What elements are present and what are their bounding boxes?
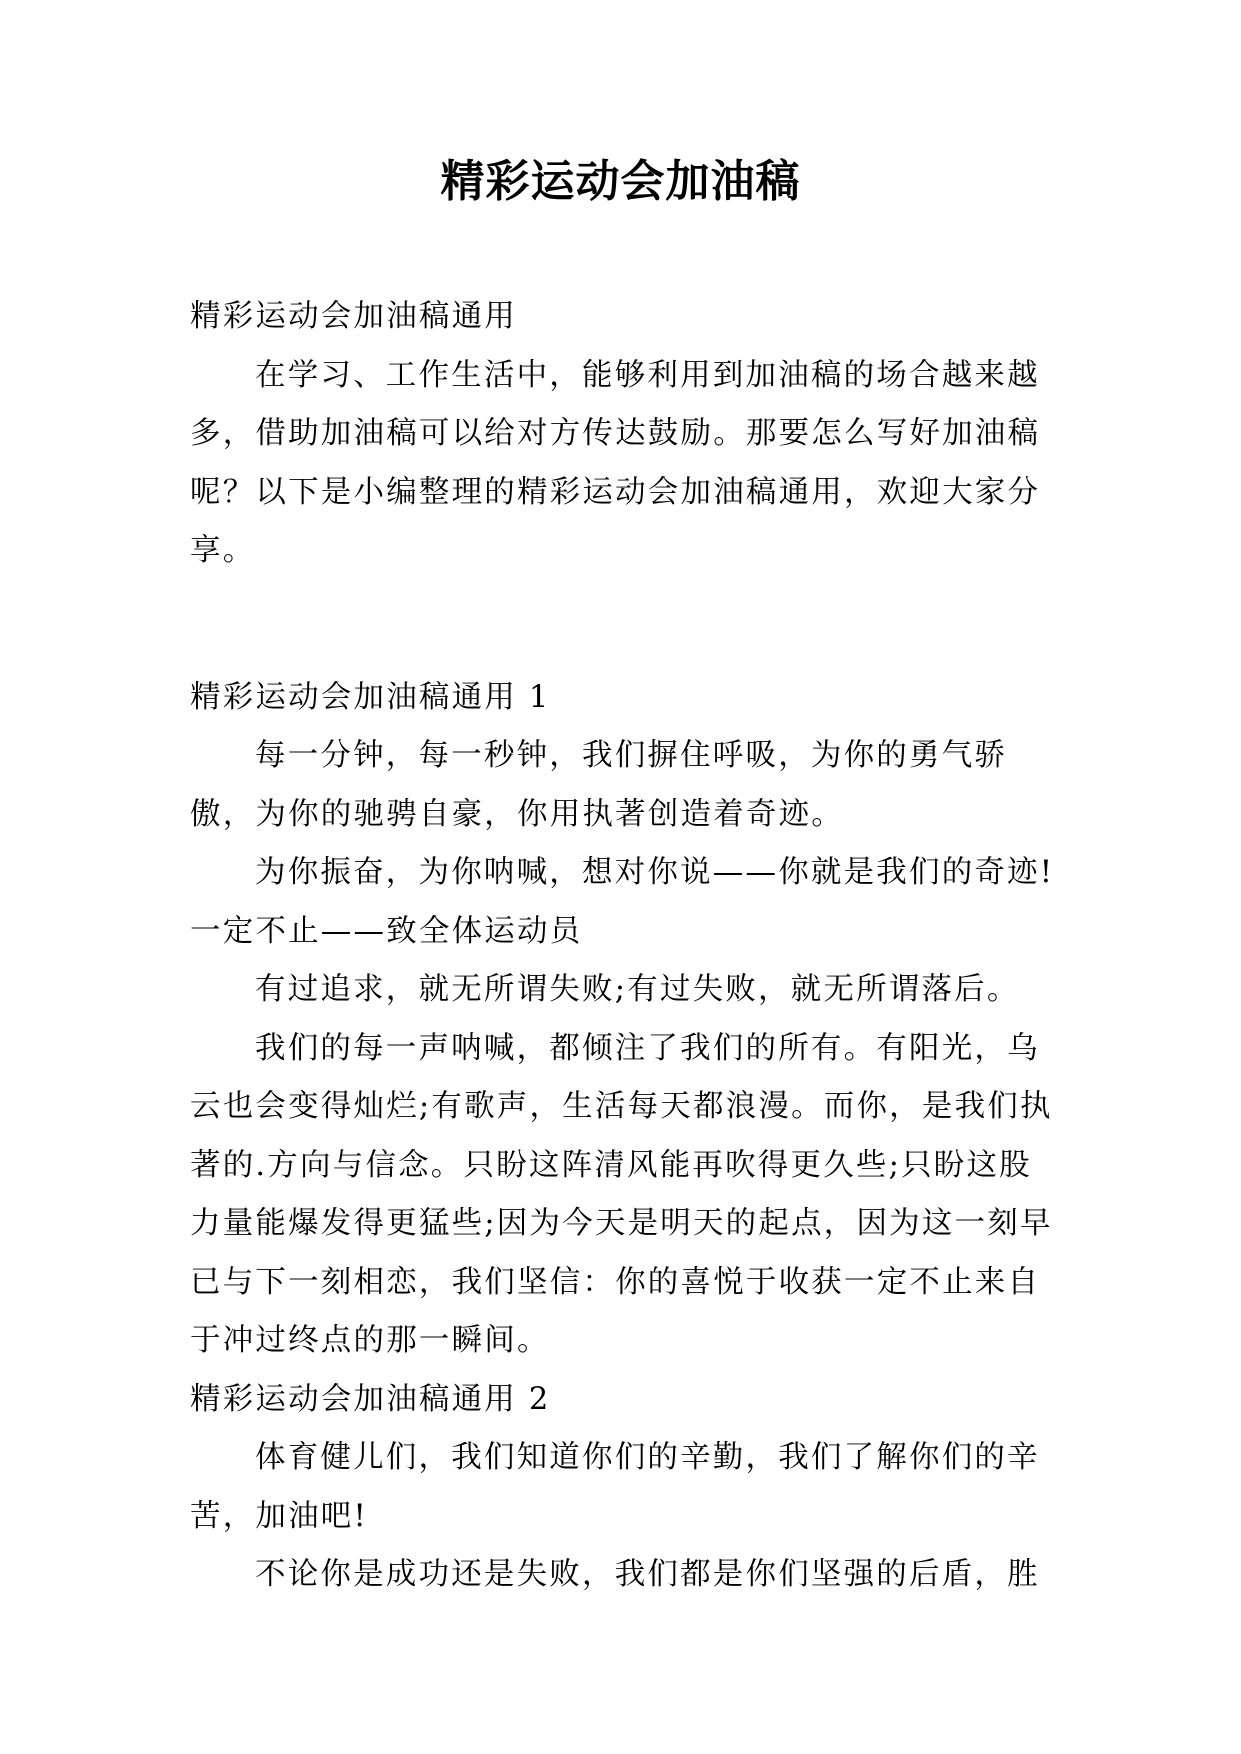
document-body: [190, 288, 1060, 1605]
paragraph: 不论你是成功还是失败，我们都是你们坚强的后盾，胜: [255, 1557, 1040, 1592]
paragraph: 一定不止——致全体运动员: [190, 913, 583, 949]
paragraph: 体育健儿们，我们知道你们的辛勤，我们了解你们的辛苦，加油吧!: [190, 1440, 1040, 1534]
document-title: 精彩运动会加油稿: [440, 156, 801, 207]
paragraph: 每一分钟，每一秒钟，我们摒住呼吸，为你的勇气骄傲，为你的驰骋自豪，你用执著创造着奇迹。: [190, 738, 1008, 832]
paragraph: 我们的每一声呐喊，都倾注了我们的所有。有阳光，乌云也会变得灿烂;有歌声，生活每天都浪漫。而你，是我们执著的.方向与信念。只盼这阵清风能再吹得更久些;只盼这股力量能爆发得更猛些;因为今天是明天的起点，因为这一刻早已与下一刻相恋，我们坚信：你的喜悦于收获一定不止来自于冲过终点的那一瞬间。: [190, 1030, 1053, 1358]
section-heading: 精彩运动会加油稿通用: [190, 299, 517, 334]
paragraph: 有过追求，就无所谓失败;有过失败，就无所谓落后。: [255, 972, 1020, 1007]
section-heading: 精彩运动会加油稿通用 1: [190, 679, 551, 715]
section-heading: 精彩运动会加油稿通用 2: [190, 1381, 551, 1417]
paragraph: 为你振奋，为你呐喊，想对你说——你就是我们的奇迹!: [255, 855, 1055, 890]
paragraph-gap: [190, 581, 1060, 669]
paragraph: 在学习、工作生活中，能够利用到加油稿的场合越来越多，借助加油稿可以给对方传达鼓励。那要怎么写好加油稿呢？以下是小编整理的精彩运动会加油稿通用，欢迎大家分享。: [190, 357, 1041, 568]
